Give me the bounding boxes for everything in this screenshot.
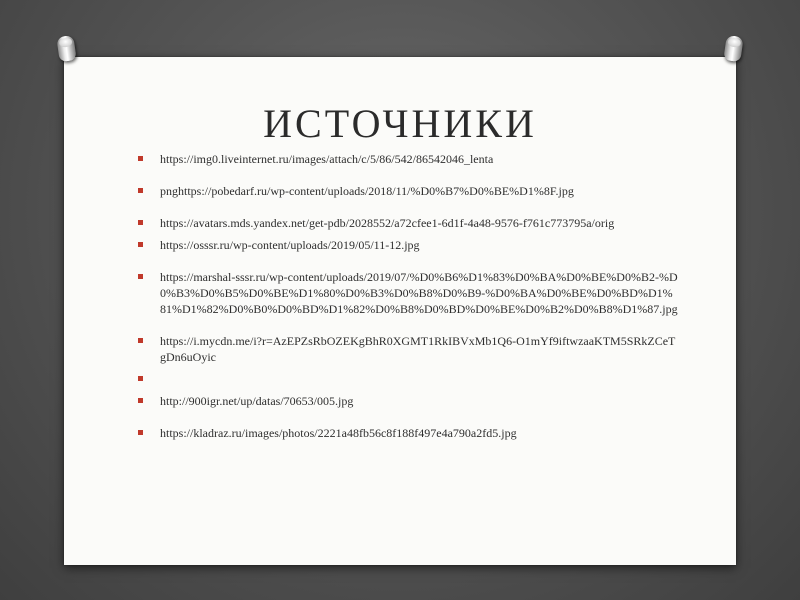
bullet-icon bbox=[138, 376, 143, 381]
bullet-icon bbox=[138, 398, 143, 403]
source-link[interactable]: https://marshal-sssr.ru/wp-content/uploads/2019/07/%D0%B6%D1%83%D0%BA%D0%BE%D0%B2-%D0%B3%D0%B5%D0%BE%D1%80%D0%B3%D0%B8%D0%B9-%D0%BA%D0%BE%D0%BD%D1%81%D1%82%D0%B0%D0%BD%D1%82%D0%B8%D0%BD%D0%BE%D0%B2%D0%B8%D1%87.jpg bbox=[160, 270, 678, 316]
bullet-icon bbox=[138, 274, 143, 279]
pushpin-icon bbox=[56, 35, 76, 62]
pushpin-icon bbox=[723, 35, 743, 62]
list-item bbox=[138, 393, 678, 409]
source-link[interactable]: https://i.mycdn.me/i?r=AzEPZsRbOZEKgBhR0XGMT1RkIBVxMb1Q6-O1mYf9iftwzaaKTM5SRkZCeTgDn6uOyic bbox=[160, 334, 676, 364]
source-link[interactable]: https://osssr.ru/wp-content/uploads/2019/05/11-12.jpg bbox=[160, 238, 420, 252]
list-item bbox=[138, 183, 678, 199]
slide-title: ИСТОЧНИКИ bbox=[263, 101, 537, 146]
bullet-icon bbox=[138, 430, 143, 435]
list-item bbox=[138, 371, 678, 387]
list-item bbox=[138, 333, 678, 365]
sources-list bbox=[138, 151, 678, 441]
list-item bbox=[138, 215, 678, 231]
bullet-icon bbox=[138, 242, 143, 247]
source-link[interactable]: pnghttps://pobedarf.ru/wp-content/uploads/2018/11/%D0%B7%D0%BE%D1%8F.jpg bbox=[160, 184, 574, 198]
source-link[interactable]: https://img0.liveinternet.ru/images/attach/c/5/86/542/86542046_lenta bbox=[160, 152, 494, 166]
source-link[interactable]: https://avatars.mds.yandex.net/get-pdb/2028552/a72cfee1-6d1f-4a48-9576-f761c773795a/orig bbox=[160, 216, 615, 230]
source-link[interactable]: http://900igr.net/up/datas/70653/005.jpg bbox=[160, 394, 354, 408]
bullet-icon bbox=[138, 220, 143, 225]
list-item bbox=[138, 269, 678, 317]
list-item bbox=[138, 151, 678, 167]
list-item bbox=[138, 237, 678, 253]
bullet-icon bbox=[138, 188, 143, 193]
bullet-icon bbox=[138, 338, 143, 343]
source-link[interactable]: https://kladraz.ru/images/photos/2221a48fb56c8f188f497e4a790a2fd5.jpg bbox=[160, 426, 517, 440]
list-item bbox=[138, 425, 678, 441]
bullet-icon bbox=[138, 156, 143, 161]
